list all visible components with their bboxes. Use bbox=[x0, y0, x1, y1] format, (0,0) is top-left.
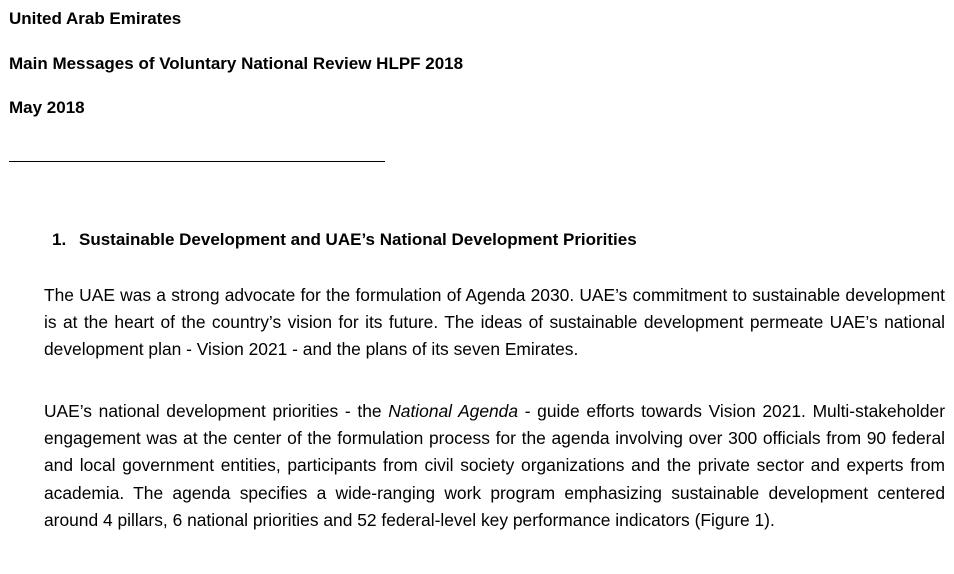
paragraph-2 bbox=[44, 398, 945, 534]
paragraph-1: The UAE was a strong advocate for the formulation of Agenda 2030. UAE’s commitment to sustainable development is at the heart of the country’s vision for its future. The ideas of sustainable development permeate UAE’s national development plan - Vision 2021 - and the plans of its seven Emirates. bbox=[44, 285, 945, 360]
section-heading bbox=[52, 230, 637, 250]
national-agenda-term: National Agenda bbox=[388, 401, 519, 421]
document-title: Main Messages of Voluntary National Review HLPF 2018 bbox=[9, 54, 464, 73]
section-title: Sustainable Development and UAE’s National Development Priorities bbox=[79, 230, 637, 249]
document-date: May 2018 bbox=[9, 98, 85, 117]
separator-line bbox=[9, 161, 385, 162]
section-number: 1. bbox=[52, 230, 67, 249]
paragraph-2-intro: UAE’s national development priorities - the bbox=[44, 401, 389, 421]
country-name: United Arab Emirates bbox=[9, 9, 182, 28]
paragraph-2-body: - guide efforts towards Vision 2021. Multi-stakeholder engagement was at the center of the formulation process for the agenda involving over 300 officials from 90 federal and local government entities, participants from civil society organizations and the private sector and experts from academia. The agenda specifies a wide-ranging work program emphasizing sustainable development centered around 4 pillars, 6 national priorities and 52 federal-level key performance indicators (Figure 1). bbox=[44, 401, 945, 530]
